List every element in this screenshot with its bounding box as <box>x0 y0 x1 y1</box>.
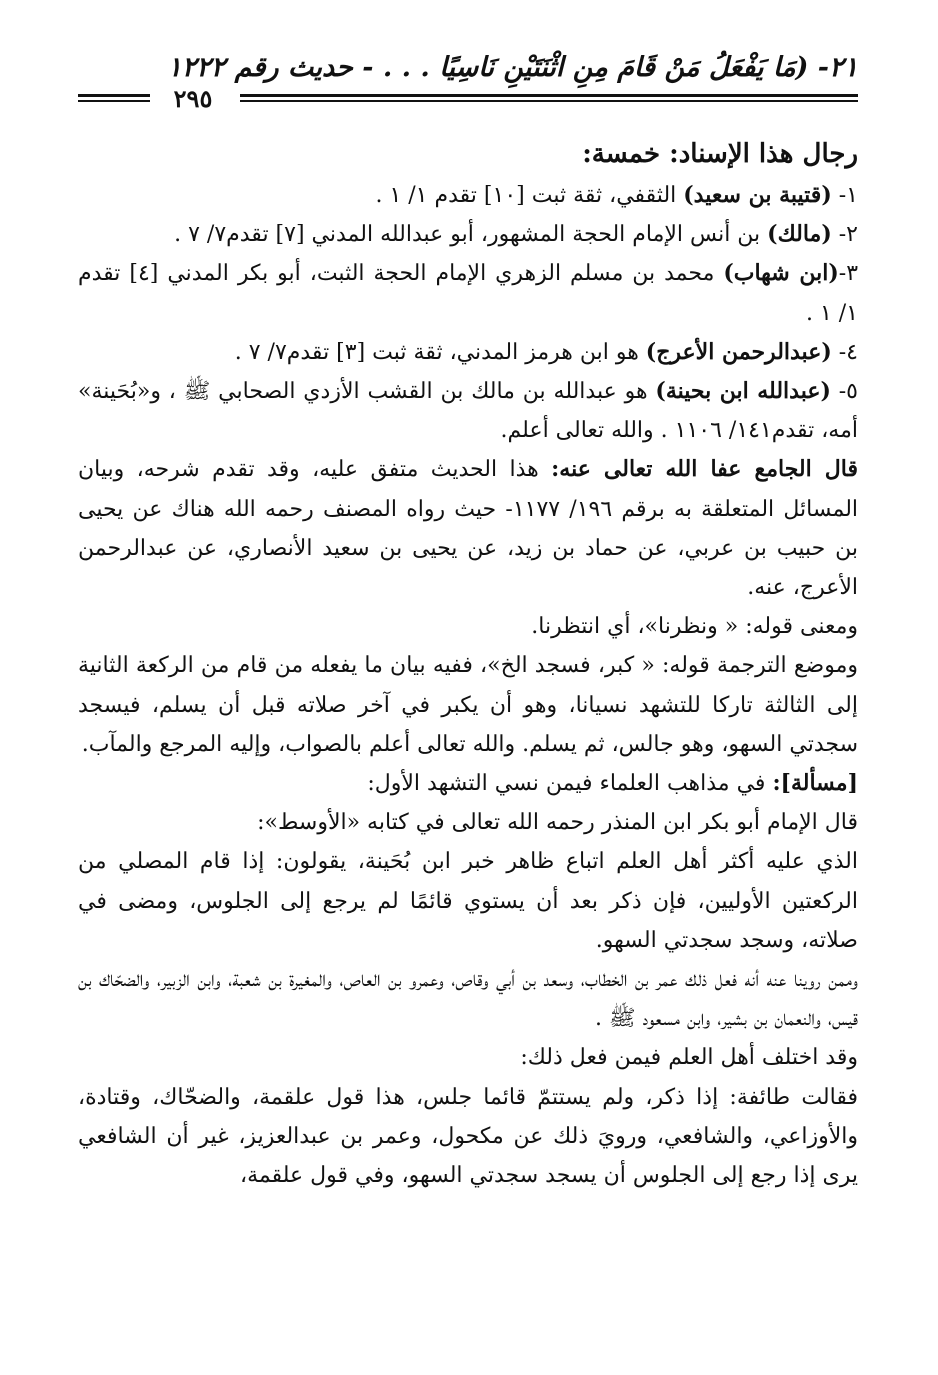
narrator-entry <box>78 372 858 450</box>
narrator-number: ٥- <box>830 379 858 405</box>
section-title: رجال هذا الإسناد: خمسة: <box>582 139 858 169</box>
narrator-details: هو عبدالله بن مالك بن القشب الأزدي الصحابي ﷺ ، و«بُحَينة» أمه، تقدم١٤١/ ١١٠٦ . والله تعالى أعلم. <box>78 379 858 444</box>
page-body <box>78 132 858 1195</box>
narrator-name: (عبدالله ابن بحينة) <box>655 378 831 405</box>
narrator-name: (مالك) <box>767 221 832 248</box>
commentary-text: هذا الحديث متفق عليه، وقد تقدم شرحه، وبيان المسائل المتعلقة به برقم ١٩٦/ ١١٧٧- حيث رواه المصنف رحمه الله هناك عن يحيى بن حبيب بن عربي، عن حماد بن زيد، عن يحيى بن سعيد الأنصاري، عن عبدالرحمن الأعرج، عنه. <box>78 457 859 601</box>
narrator-number: ٢- <box>831 222 858 248</box>
narrator-number: ٤- <box>831 339 858 365</box>
narrator-entry <box>78 215 858 254</box>
narrator-details: بن أنس الإمام الحجة المشهور، أبو عبدالله المدني [٧] تقدم٧/ ٧ . <box>174 222 768 248</box>
body-paragraph: وموضع الترجمة قوله: « كبر، فسجد الخ»، ففيه بيان ما يفعله من قام من الركعة الثانية إلى الثالثة تاركا للتشهد نسيانا، وهو أن يكبر في آخر صلاته قبل أن يسلم، فيسجد سجدتي السهو، وهو جالس، ثم يسلم. والله تعالى أعلم بالصواب، وإليه المرجع والمآب. <box>78 653 858 757</box>
body-paragraph: قال الإمام أبو بكر ابن المنذر رحمه الله تعالى في كتابه «الأوسط»: <box>257 810 858 836</box>
header-rule-right <box>240 94 858 102</box>
narrator-name: (قتيبة بن سعيد) <box>683 182 832 208</box>
issue-text: في مذاهب العلماء فيمن نسي التشهد الأول: <box>367 771 773 797</box>
commentary-paragraph <box>78 450 858 607</box>
body-paragraph: الذي عليه أكثر أهل العلم اتباع ظاهر خبر ابن بُحَينة، يقولون: إذا قام المصلي من الركعتين الأوليين، فإن ذكر بعد أن يستوي قائمًا لم يرجع إلى الجلوس، ومضى في صلاته، وسجد سجدتي السهو. <box>78 849 858 953</box>
issue-lead: [مسألة]: <box>772 770 858 797</box>
header-rule-left <box>78 94 150 102</box>
body-paragraph: فقالت طائفة: إذا ذكر، ولم يستتمّ قائما جلس، هذا قول علقمة، والضحّاك، وقتادة، والأوزاعي، والشافعي، ورويَ ذلك عن مكحول، وعمر بن عبدالعزيز، غير أن الشافعي يرى إذا رجع إلى الجلوس أن يسجد سجدتي السهو، وفي قول علقمة، <box>78 1084 858 1189</box>
narrator-number: ١- <box>831 183 858 208</box>
narrator-details: محمد بن مسلم الزهري الإمام الحجة الثبت، أبو بكر المدني [٤] تقدم ١/ ١ . <box>78 261 858 326</box>
issue-paragraph <box>78 764 858 803</box>
narrator-details: هو ابن هرمز المدني، ثقة ثبت [٣] تقدم٧/ ٧ . <box>234 339 646 365</box>
narrator-entry <box>78 254 858 332</box>
narrator-details: الثقفي، ثقة ثبت [١٠] تقدم ١/ ١ . <box>375 183 684 208</box>
narrator-entry <box>78 176 858 215</box>
narrator-number: ٣- <box>838 261 859 287</box>
body-paragraph: وممن روينا عنه أنه فعل ذلك عمر بن الخطاب، وسعد بن أبي وقاص، وعمرو بن العاص، والمغيرة بن شعبة، وابن الزبير، والضحّاك بن قيس، والنعمان بن بشير، وابن مسعود ﷺ . <box>78 967 858 1032</box>
body-paragraph: وقد اختلف أهل العلم فيمن فعل ذلك: <box>520 1045 858 1071</box>
running-header-title: ٢١- (مَا يَفْعَلُ مَنْ قَامَ مِنِ اثْنَتَيْنِ نَاسِيًا . . . - حديث رقم ١٢٢٢ <box>167 52 858 83</box>
commentary-lead: قال الجامع عفا الله تعالى عنه: <box>551 456 858 483</box>
page-number: ٢٩٥ <box>173 84 213 113</box>
narrator-name: (عبدالرحمن الأعرج) <box>645 338 832 365</box>
body-paragraph: ومعنى قوله: « ونظرنا»، أي انتظرنا. <box>531 614 858 640</box>
narrator-entry <box>78 333 858 372</box>
narrator-name: (ابن شهاب) <box>723 260 839 287</box>
